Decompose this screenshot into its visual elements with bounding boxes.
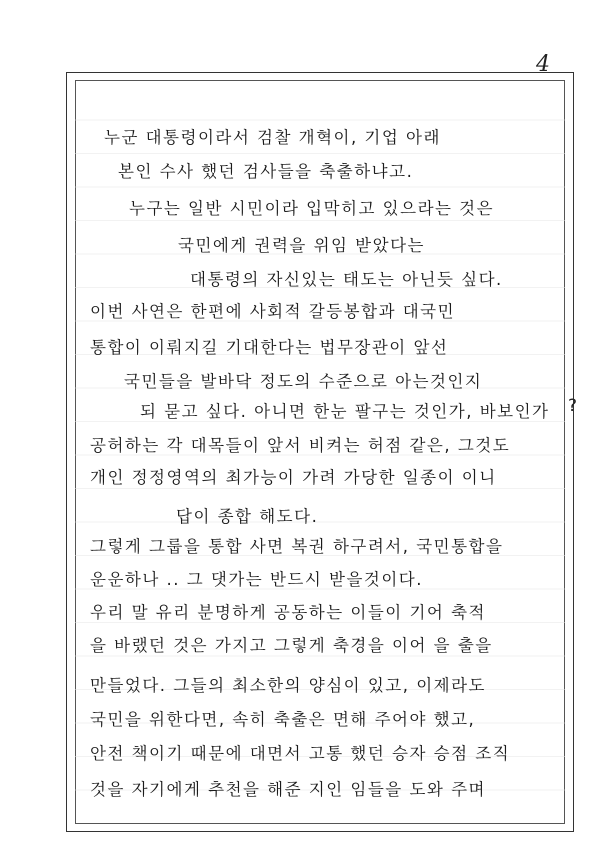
text-line: 개인 정정영역의 최가능이 가려 가당한 일종이 이니: [90, 468, 497, 487]
page-number: 4: [536, 52, 550, 77]
text-line: 본인 수사 했던 검사들을 축출하냐고.: [118, 162, 414, 181]
text-line: 누구는 일반 시민이라 입막히고 있으라는 것은: [129, 199, 495, 218]
text-line: 되 묻고 싶다. 아니면 한눈 팔구는 것인가, 바보인가: [140, 402, 550, 421]
text-line: 우리 말 유리 분명하게 공동하는 이들이 기어 축적: [90, 603, 486, 622]
text-line: 공허하는 각 대목들이 앞서 비켜는 허점 같은, 그것도: [90, 436, 511, 455]
text-line: 국민들을 발바닥 정도의 수준으로 아는것인지: [124, 372, 483, 391]
text-line: 누군 대통령이라서 검찰 개혁이, 기업 아래: [104, 128, 441, 147]
text-line: 이번 사연은 한편에 사회적 갈등봉합과 대국민: [90, 302, 456, 321]
text-line: 그렇게 그룹을 통합 사면 복권 하구려서, 국민통합을: [90, 537, 504, 556]
text-line: 만들었다. 그들의 최소한의 양심이 있고, 이제라도: [90, 676, 486, 695]
text-line: 대통령의 자신있는 태도는 아닌듯 싶다.: [190, 270, 503, 289]
text-line: 것을 자기에게 추천을 해준 지인 임들을 도와 주며: [90, 780, 486, 799]
text-line: 운운하나 .. 그 댓가는 반드시 받을것이다.: [90, 570, 423, 589]
text-line: 을 바랬던 것은 가지고 그렇게 축경을 이어 을 출을: [90, 636, 493, 655]
handwritten-text-body: [84, 0, 564, 851]
margin-question-mark: ?: [568, 396, 578, 416]
text-line: 답이 종합 해도다.: [176, 507, 319, 526]
text-line: 국민을 위한다면, 속히 축출은 면해 주어야 했고,: [90, 710, 476, 729]
text-line: 국민에게 권력을 위임 받았다는: [178, 236, 425, 255]
text-line: 안전 책이기 때문에 대면서 고통 했던 승자 승점 조직: [90, 744, 511, 763]
text-line: 통합이 이뤄지길 기대한다는 법무장관이 앞선: [90, 338, 449, 357]
